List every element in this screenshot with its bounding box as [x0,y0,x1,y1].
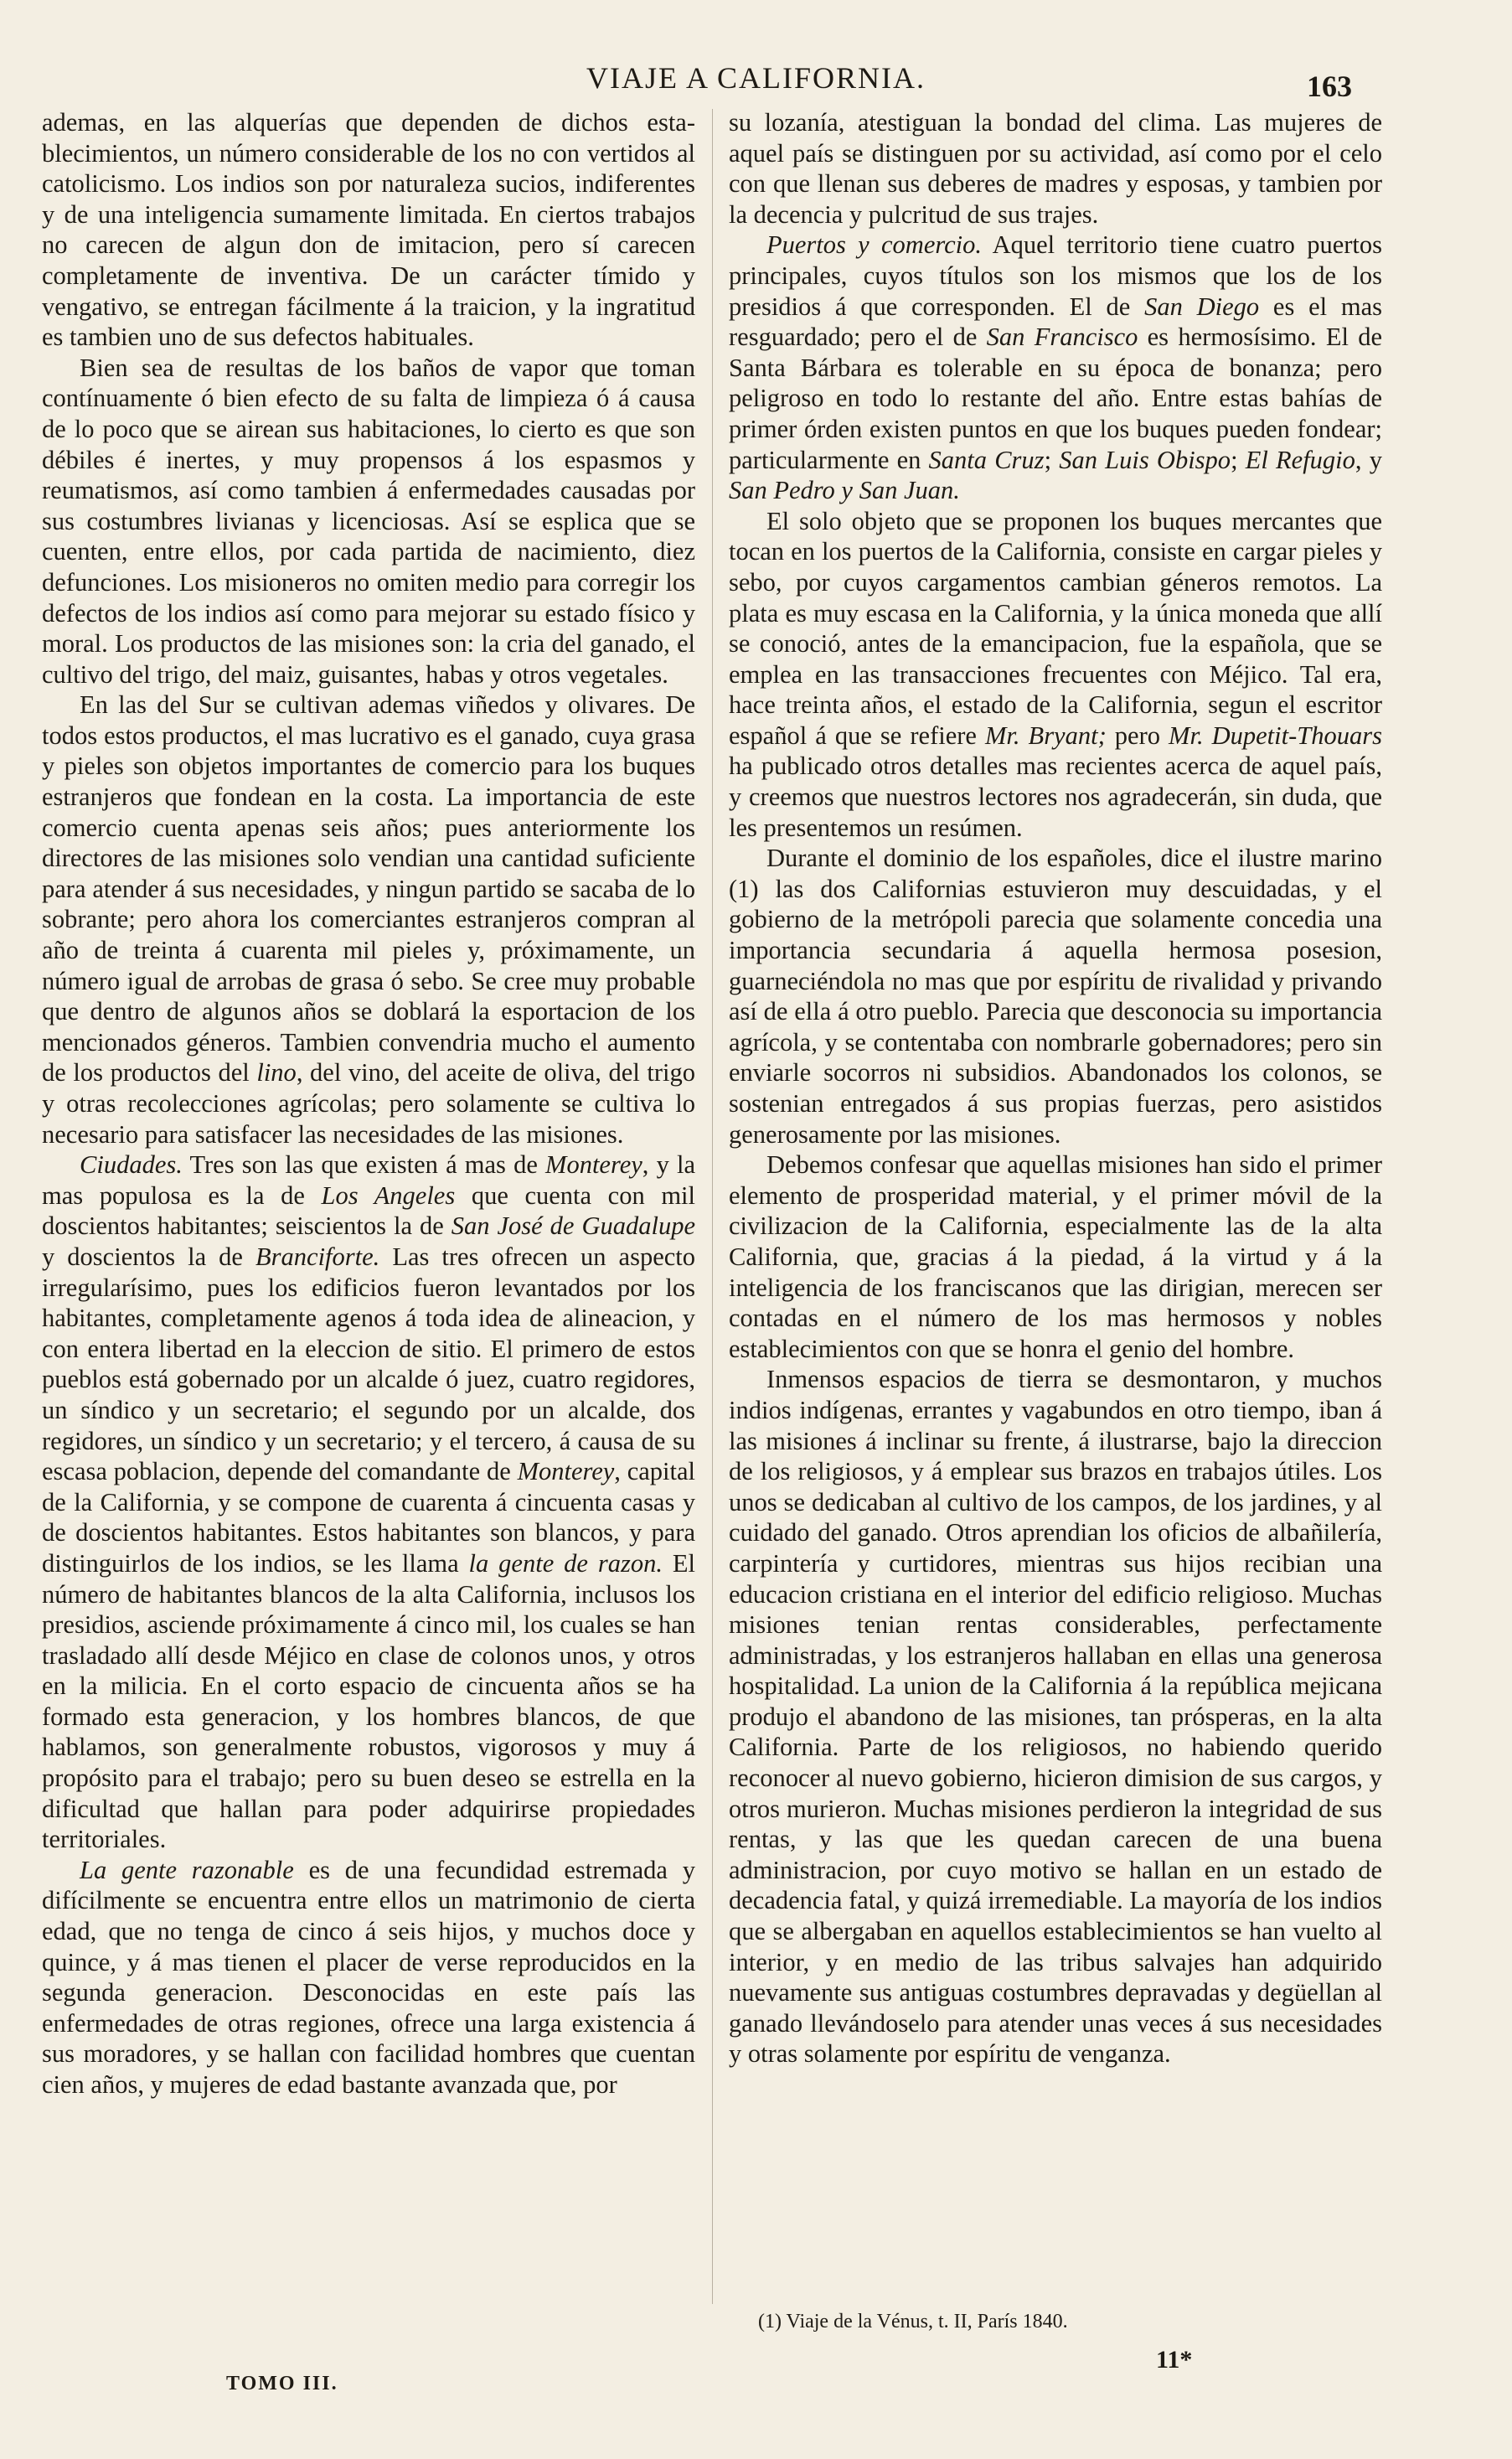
right-paragraph-2 [729,230,1382,505]
left-p3-end: , del vino, del aceite de oliva, del trigo y otras recolecciones agrícolas; pero solamente se cultiva lo necesario para satisfacer las necesidades de las misiones. [42,1058,696,1149]
right-p3-c: ha publicado otros detalles mas recientes acerca de aquel país, y creemos que nuestros lectores nos agradecerán, sin duda, que les presentemos un resúmen. [729,752,1382,842]
left-p4-b: , y la mas populosa es la de [42,1150,695,1210]
left-p4-e: Las tres ofrecen un aspecto irregularísimo, pues los edificios fueron levantados por los habitantes, completamente agenos á toda idea de alineacion, y con entera libertad en la eleccion de sitio. El primero de estos pueblos está gobernado por un alcalde ó juez, cuatro regidores, un síndico y un secretario; el segundo por un alcalde, dos regidores, un síndico y un secretario; y el tercero, á causa de su escasa poblacion, depende del comandante de [42,1242,695,1486]
left-paragraph-4 [42,1149,695,1855]
right-p2-a: Aquel territorio tiene cuatro puertos principales, cuyos títulos son los mismos que los de los presidios á que corresponden. El de [729,230,1382,321]
left-p3-text: En las del Sur se cultivan ademas viñedos y olivares. De todos estos productos, el mas lucrativo es el ganado, cuya grasa y pieles son objetos importantes de comercio para los buques estranjeros que fondean en la costa. La importancia de este comercio cuenta apenas seis años; pues anteriormente los directores de las misiones solo vendian una cantidad suficiente para atender á sus necesidades, y ningun partido se sacaba de lo sobrante; pero ahora los comerciantes estranjeros compran al año de treinta á cuarenta mil pieles y, próximamente, un número igual de arrobas de grasa ó sebo. Se cree muy probable que dentro de algunos años se doblará la esportacion de los mencionados géneros. Tambien convendria mucho el aumento de los productos del [42,690,695,1087]
left-paragraph-3 [42,690,695,1149]
section-lead-gente-razonable: La gente razonable [80,1855,294,1884]
place-monterey-2: Monterey [517,1457,615,1486]
place-san-diego: San Diego [1144,292,1260,321]
right-p2-e: ; [1231,445,1246,474]
right-column [729,107,1382,2069]
person-dupetit-thouars: Mr. Dupetit-Thouars [1169,721,1382,750]
left-p4-a: Tres son las que existen á mas de [182,1150,546,1180]
right-paragraph-6: Inmensos espacios de tierra se desmontaron, y muchos indios indígenas, errantes y vagabundos en otro tiempo, iban á las misiones á inclinar su frente, á ilustrarse, bajo la direccion de los religiosos, y á emplear sus brazos en trabajos útiles. Los unos se dedicaban al cultivo de los campos, de los jardines, y al cuidado del ganado. Otros aprendian los oficios de albañilería, carpintería y curtidores, mientras sus hijos recibian una educacion cristiana en el interior del edificio religioso. Muchas misiones tenian rentas considerables, perfectamente administradas, y los estranjeros hallaban en ellas una generosa hospitalidad. La union de la California á la república mejicana produjo el abandono de las misiones, tan prósperas, en la alta California. Parte de los religiosos, no habiendo querido reconocer al nuevo gobierno, hicieron dimision de sus cargos, y otros murieron. Muchas misiones perdieron la integridad de sus rentas, y las que les quedan carecen de una buena administracion, por cuyo motivo se hallan en un estado de decadencia fatal, y quizá irremediable. La mayoría de los indios que se albergaban en aquellos establecimientos se han vuelto al interior, y en medio de las tribus salvajes han adquirido nuevamente sus antiguas costumbres depravadas y degüellan al ganado llevándoselo para atender unas veces á sus necesidades y otras solamente por espíritu de venganza. [729,1365,1382,2069]
volume-label: TOMO III. [226,2373,338,2394]
place-monterey: Monterey [545,1150,642,1180]
place-el-refugio: El Refugio [1245,445,1355,474]
left-paragraph-5 [42,1855,695,2100]
person-bryant: Mr. Bryant; [984,721,1107,750]
right-p3-a: El solo objeto que se proponen los buques mercantes que tocan en los puertos de la California, consiste en cargar pieles y sebo, por cuyos cargamentos cambian géneros remotos. La plata es muy escasa en la California, y la única moneda que allí se conoció, antes de la emancipacion, fue la española, que se emplea en las transacciones frecuentes con Méjico. Tal era, hace treinta años, el estado de la California, segun el escritor español á que se refiere [729,506,1382,750]
right-paragraph-4: Durante el dominio de los españoles, dice el ilustre marino (1) las dos Californias estuvieron muy descuidadas, y el gobierno de la metrópoli parecia que solamente concedia una importancia secundaria á aquella hermosa posesion, guarneciéndola no mas que por espíritu de rivalidad y privando así de ella á otro pueblo. Parecia que desconocia su importancia agrícola, y se contentaba con nombrarle gobernadores; pero sin enviarle socorros ni subsidios. Abandonados los colonos, se sostenian entregados á sus propias fuerzas, pero asistidos generosamente por las misiones. [729,844,1382,1149]
left-paragraph-1: ademas, en las alquerías que dependen de dichos esta-blecimientos, un número considerable de los no con vertidos al catolicismo. Los indios son por naturaleza sucios, indiferentes y de una inteligencia sumamente limitada. En ciertos trabajos no carecen de algun don de imitacion, pero sí carecen completamente de inventiva. De un carácter tímido y vengativo, se entregan fácilmente á la traicion, y la ingratitud es tambien uno de sus defectos habituales. [42,108,695,352]
left-p4-f: , capital de la California, y se compone de cuarenta á cincuenta casas y de doscientos habitantes. Estos habitantes son blancos, y para distinguirlos de los indios, se les llama [42,1457,695,1578]
section-lead-puertos: Puertos y comercio. [766,230,982,260]
left-p4-c: que cuenta con mil doscientos habitantes; seiscientos la de [42,1180,695,1241]
footnote: (1) Viaje de la Vénus, t. II, París 1840. [758,2311,1068,2332]
column-divider [712,109,713,2304]
page-number: 163 [1307,70,1352,103]
term-gente-de-razon: la gente de razon. [468,1548,663,1578]
signature-mark: 11* [1156,2346,1193,2374]
left-p5-text: es de una fecundidad estremada y difícilmente se encuentra entre ellos un matrimonio de cierta edad, que no tenga de cinco á seis hijos, y muchos doce y quince, y á mas tienen el placer de verse reproducidos en la segunda generacion. Desconocidas en este país las enfermedades de otras regiones, ofrece una larga existencia á sus moradores, y se hallan con facilidad hombres que cuentan cien años, y mujeres de edad bastante avanzada que, por [42,1855,695,2099]
place-san-francisco: San Francisco [986,323,1138,352]
place-san-jose: San José de Guadalupe [451,1211,695,1241]
left-p4-d: y doscientos la de [42,1242,256,1271]
right-p3-b: pero [1106,721,1169,750]
section-lead-ciudades: Ciudades. [80,1150,183,1180]
place-san-luis-obispo: San Luis Obispo [1059,445,1231,474]
right-paragraph-5: Debemos confesar que aquellas misiones han sido el primer elemento de prosperidad material, y el primer móvil de la civilizacion de la California, especialmente las de la alta California, que, gracias á la piedad, á la virtud y á la inteligencia de los franciscanos que las dirigian, merecen ser contadas en el número de los mas hermosos y nobles establecimientos con que se honra el genio del hombre. [729,1150,1382,1363]
left-column [42,107,695,2100]
place-los-angeles: Los Angeles [321,1180,456,1210]
running-title: VIAJE A CALIFORNIA. [586,61,926,95]
right-p2-d: ; [1044,445,1060,474]
place-san-pedro: San Pedro y San Juan. [729,476,960,505]
right-paragraph-3 [729,506,1382,844]
right-p2-c: es hermosísimo. El de Santa Bárbara es tolerable en su época de bonanza; pero peligroso en todo lo restante del año. Entre estas bahías de primer órden existen puntos en que los buques pueden fondear; particularmente en [729,323,1382,474]
place-branciforte: Branciforte. [255,1242,380,1271]
left-p3-lino: lino [256,1058,297,1087]
left-paragraph-2: Bien sea de resultas de los baños de vapor que toman contínuamente ó bien efecto de su falta de limpieza ó á causa de lo poco que se airean sus habitaciones, lo cierto es que son débiles é inertes, y muy propensos á los espasmos y reumatismos, así como tambien á enfermedades causadas por sus costumbres livianas y licenciosas. Así se esplica que se cuenten, entre ellos, por cada partida de nacimiento, diez defunciones. Los misioneros no omiten medio para corregir los defectos de los indios así como para mejorar su estado físico y moral. Los productos de las misiones son: la cria del ganado, el cultivo del trigo, del maiz, guisantes, habas y otros vegetales. [42,353,695,689]
right-p2-b: es el mas resguardado; pero el de [729,292,1382,352]
place-santa-cruz: Santa Cruz [928,445,1045,474]
right-paragraph-1: su lozanía, atestiguan la bondad del clima. Las mujeres de aquel país se distinguen por su actividad, así como por el celo con que llenan sus deberes de madres y esposas, y tambien por la decencia y pulcritud de sus trajes. [729,108,1382,229]
right-p2-f: , y [1355,445,1382,474]
left-p4-g: El número de habitantes blancos de la alta California, inclusos los presidios, asciende próximamente á cinco mil, los cuales se han trasladado allí desde Méjico en clase de colonos unos, y otros en la milicia. En el corto espacio de cincuenta años se ha formado esta generacion, y los hombres blancos, de que hablamos, son generalmente robustos, vigorosos y muy á propósito para el trabajo; pero su buen deseo se estrella en la dificultad que hallan para poder adquirirse propiedades territoriales. [42,1548,696,1854]
